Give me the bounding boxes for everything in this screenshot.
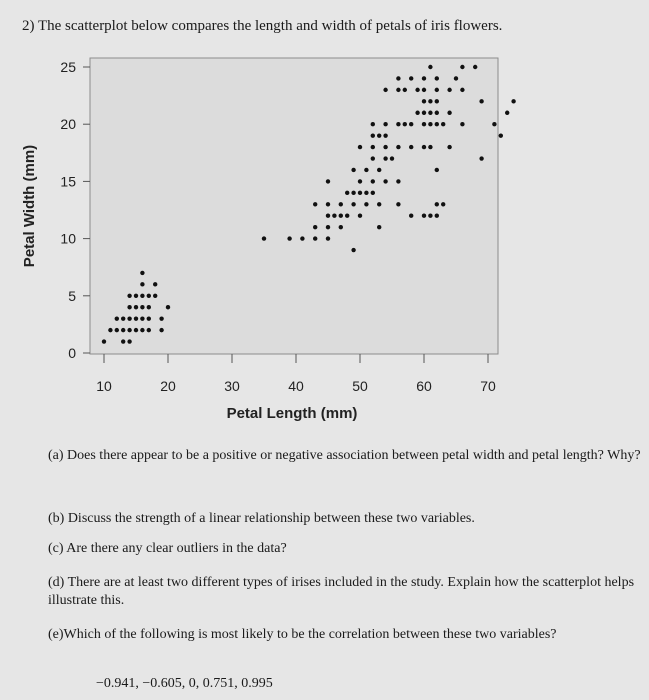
x-tick-label: 20	[160, 378, 176, 394]
x-tick-label: 30	[224, 378, 240, 394]
data-point	[358, 145, 362, 149]
answer-choices: −0.941, −0.605, 0, 0.751, 0.995	[96, 676, 273, 691]
data-point	[435, 122, 439, 126]
data-point	[383, 88, 387, 92]
data-point	[134, 305, 138, 309]
data-point	[147, 294, 151, 298]
data-point	[428, 214, 432, 218]
data-point	[358, 179, 362, 183]
data-point	[140, 271, 144, 275]
data-point	[409, 214, 413, 218]
data-point	[351, 202, 355, 206]
data-point	[134, 328, 138, 332]
data-point	[377, 168, 381, 172]
data-point	[377, 225, 381, 229]
data-point	[422, 88, 426, 92]
x-tick-label: 60	[416, 378, 432, 394]
data-point	[447, 111, 451, 115]
data-point	[499, 133, 503, 137]
data-point	[313, 202, 317, 206]
data-point	[396, 76, 400, 80]
data-point	[505, 111, 509, 115]
data-point	[364, 191, 368, 195]
data-point	[383, 122, 387, 126]
data-point	[428, 65, 432, 69]
data-point	[447, 145, 451, 149]
data-point	[140, 282, 144, 286]
question-title: 2) The scatterplot below compares the length and width of petals of iris flowers.	[22, 18, 503, 34]
data-point	[166, 305, 170, 309]
data-point	[153, 282, 157, 286]
data-point	[422, 122, 426, 126]
data-point	[147, 316, 151, 320]
data-point	[140, 294, 144, 298]
data-point	[371, 179, 375, 183]
y-tick-label: 5	[68, 287, 76, 304]
data-point	[326, 202, 330, 206]
data-point	[441, 122, 445, 126]
x-tick-label: 40	[288, 378, 304, 394]
data-point	[403, 122, 407, 126]
data-point	[364, 168, 368, 172]
data-point	[409, 76, 413, 80]
data-point	[479, 156, 483, 160]
data-point	[415, 111, 419, 115]
y-axis-label: Petal Width (mm)	[21, 144, 38, 268]
data-point	[326, 214, 330, 218]
data-point	[447, 88, 451, 92]
data-point	[134, 316, 138, 320]
data-point	[339, 225, 343, 229]
data-point	[121, 328, 125, 332]
data-point	[364, 202, 368, 206]
data-point	[460, 88, 464, 92]
data-point	[428, 111, 432, 115]
data-point	[127, 305, 131, 309]
data-point	[326, 179, 330, 183]
data-point	[326, 225, 330, 229]
x-axis-label: Petal Length (mm)	[226, 405, 358, 422]
x-tick-label: 50	[352, 378, 368, 394]
data-point	[396, 179, 400, 183]
y-tick-label: 15	[60, 173, 76, 190]
x-tick-label: 10	[96, 378, 112, 394]
data-point	[127, 316, 131, 320]
y-tick-label: 20	[60, 116, 76, 133]
data-point	[479, 99, 483, 103]
y-tick-label: 0	[68, 345, 76, 361]
data-point	[159, 316, 163, 320]
data-point	[428, 99, 432, 103]
data-point	[147, 328, 151, 332]
data-point	[153, 294, 157, 298]
data-point	[371, 145, 375, 149]
data-point	[159, 328, 163, 332]
data-point	[428, 122, 432, 126]
data-point	[422, 76, 426, 80]
data-point	[396, 88, 400, 92]
data-point	[460, 65, 464, 69]
question-part-c: (c) Are there any clear outliers in the data?	[48, 541, 287, 556]
data-point	[371, 133, 375, 137]
data-point	[396, 122, 400, 126]
data-point	[383, 133, 387, 137]
data-point	[428, 145, 432, 149]
data-point	[435, 202, 439, 206]
data-point	[460, 122, 464, 126]
data-point	[287, 236, 291, 240]
data-point	[313, 236, 317, 240]
data-point	[115, 328, 119, 332]
y-tick-label: 25	[60, 59, 76, 75]
data-point	[441, 202, 445, 206]
data-point	[300, 236, 304, 240]
question-part-a: (a) Does there appear to be a positive or negative association between petal width and petal length? Why?	[48, 448, 641, 463]
data-point	[422, 214, 426, 218]
x-tick-label: 70	[480, 378, 496, 394]
data-point	[345, 191, 349, 195]
data-point	[454, 76, 458, 80]
data-point	[140, 328, 144, 332]
data-point	[383, 179, 387, 183]
y-tick-label: 10	[60, 230, 76, 247]
data-point	[326, 236, 330, 240]
data-point	[492, 122, 496, 126]
data-point	[422, 111, 426, 115]
data-point	[121, 316, 125, 320]
data-point	[435, 99, 439, 103]
question-part-d: (d) There are at least two different types of irises included in the study. Explain how the scatterplot helps illustrate this.	[48, 575, 635, 608]
data-point	[262, 236, 266, 240]
data-point	[409, 122, 413, 126]
data-point	[345, 214, 349, 218]
data-point	[371, 191, 375, 195]
data-point	[339, 202, 343, 206]
data-point	[140, 305, 144, 309]
data-point	[473, 65, 477, 69]
data-point	[358, 191, 362, 195]
data-point	[383, 156, 387, 160]
data-point	[377, 202, 381, 206]
data-point	[435, 168, 439, 172]
data-point	[102, 339, 106, 343]
data-point	[415, 88, 419, 92]
data-point	[371, 122, 375, 126]
data-point	[358, 214, 362, 218]
data-point	[409, 145, 413, 149]
data-point	[511, 99, 515, 103]
data-point	[435, 76, 439, 80]
data-point	[403, 88, 407, 92]
data-point	[339, 214, 343, 218]
data-point	[396, 145, 400, 149]
data-point	[127, 328, 131, 332]
data-point	[371, 156, 375, 160]
question-part-e: (e)Which of the following is most likely to be the correlation between these two variables?	[48, 627, 557, 642]
data-point	[435, 214, 439, 218]
data-point	[140, 316, 144, 320]
data-point	[422, 145, 426, 149]
data-point	[351, 191, 355, 195]
data-point	[147, 305, 151, 309]
question-part-b: (b) Discuss the strength of a linear relationship between these two variables.	[48, 511, 475, 526]
data-point	[396, 202, 400, 206]
data-point	[115, 316, 119, 320]
data-point	[108, 328, 112, 332]
data-point	[422, 99, 426, 103]
data-point	[332, 214, 336, 218]
data-point	[435, 88, 439, 92]
data-point	[383, 145, 387, 149]
data-point	[351, 168, 355, 172]
data-point	[134, 294, 138, 298]
data-point	[313, 225, 317, 229]
data-point	[121, 339, 125, 343]
data-point	[377, 133, 381, 137]
data-point	[127, 294, 131, 298]
data-point	[127, 339, 131, 343]
data-point	[390, 156, 394, 160]
data-point	[435, 111, 439, 115]
data-point	[351, 248, 355, 252]
